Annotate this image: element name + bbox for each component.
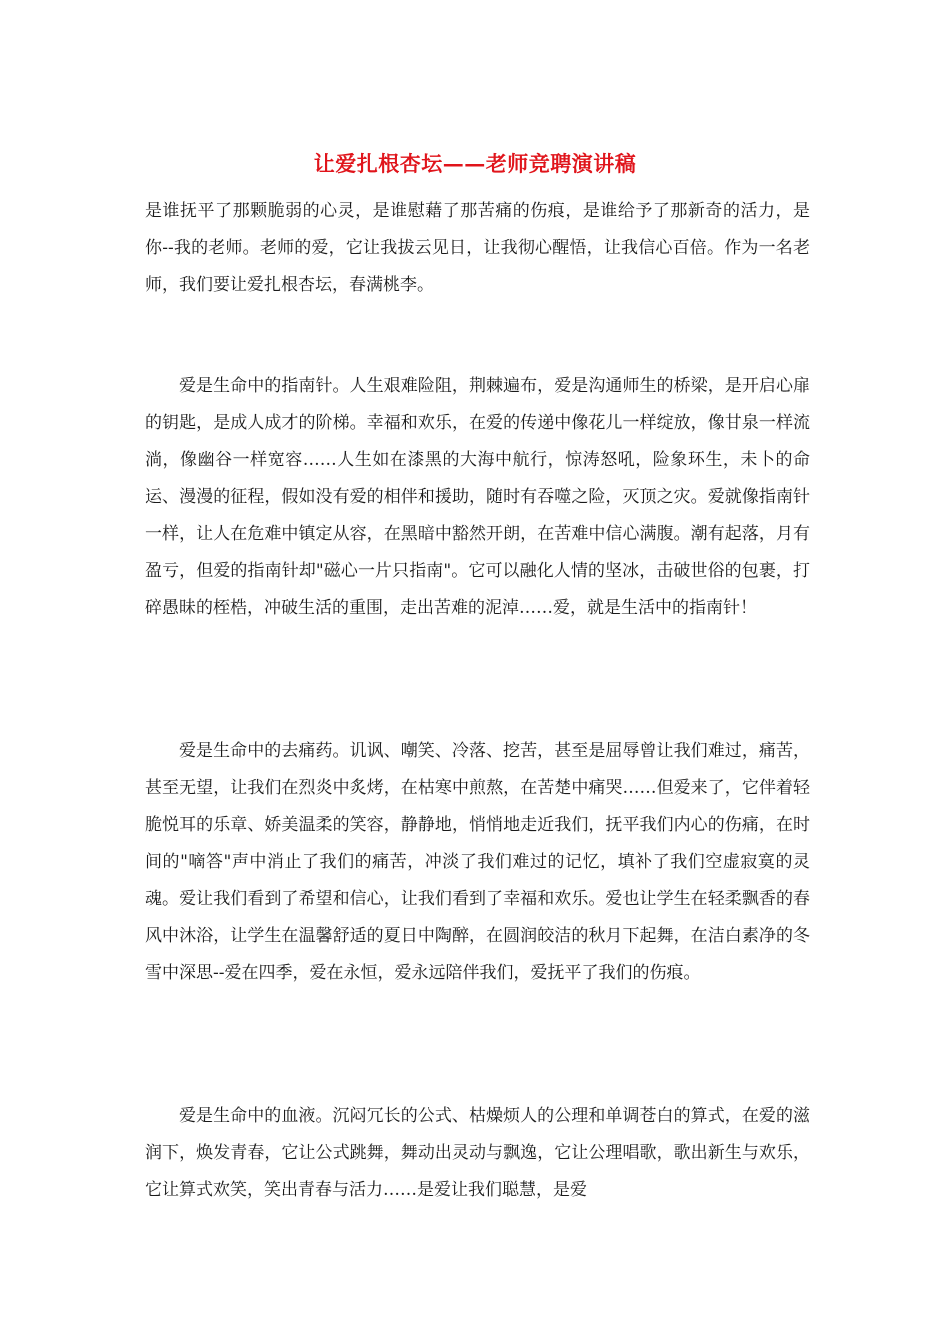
document-title: 让爱扎根杏坛——老师竞聘演讲稿 [313, 151, 637, 176]
blood-paragraph: 爱是生命中的血液。沉闷冗长的公式、枯燥烦人的公理和单调苍白的算式，在爱的滋润下，焕发青春，它让公式跳舞，舞动出灵动与飘逸，它让公理唱歌，歌出新生与欢乐，它让算式欢笑，笑出青春与活力……是爱让我们聪慧，是爱 [145, 1106, 810, 1200]
intro-paragraph: 是谁抚平了那颗脆弱的心灵，是谁慰藉了那苦痛的伤痕，是谁给予了那新奇的活力，是你--我的老师。老师的爱，它让我拔云见日，让我彻心醒悟，让我信心百倍。作为一名老师，我们要让爱扎根杏坛，春满桃李。 [145, 201, 810, 295]
compass-paragraph: 爱是生命中的指南针。人生艰难险阻，荆棘遍布，爱是沟通师生的桥梁，是开启心扉的钥匙，是成人成才的阶梯。幸福和欢乐，在爱的传递中像花儿一样绽放，像甘泉一样流淌，像幽谷一样宽容……人生如在漆黑的大海中航行，惊涛怒吼，险象环生，未卜的命运、漫漫的征程，假如没有爱的相伴和援助，随时有吞噬之险，灭顶之灾。爱就像指南针一样，让人在危难中镇定从容，在黑暗中豁然开朗，在苦难中信心满腹。潮有起落，月有盈亏，但爱的指南针却"磁心一片只指南"。它可以融化人情的坚冰，击破世俗的包裹，打碎愚昧的桎梏，冲破生活的重围，走出苦难的泥淖……爱，就是生活中的指南针！ [145, 376, 810, 618]
painkiller-paragraph: 爱是生命中的去痛药。讥讽、嘲笑、冷落、挖苦，甚至是屈辱曾让我们难过，痛苦，甚至无望，让我们在烈炎中炙烤，在枯寒中煎熬，在苦楚中痛哭……但爱来了，它伴着轻脆悦耳的乐章、娇美温柔的笑容，静静地，悄悄地走近我们，抚平我们内心的伤痛，在时间的"嘀答"声中消止了我们的痛苦，冲淡了我们难过的记忆，填补了我们空虚寂寞的灵魂。爱让我们看到了希望和信心，让我们看到了幸福和欢乐。爱也让学生在轻柔飘香的春风中沐浴，让学生在温馨舒适的夏日中陶醉，在圆润皎洁的秋月下起舞，在洁白素净的冬雪中深思--爱在四季，爱在永恒，爱永远陪伴我们，爱抚平了我们的伤痕。 [145, 741, 810, 983]
